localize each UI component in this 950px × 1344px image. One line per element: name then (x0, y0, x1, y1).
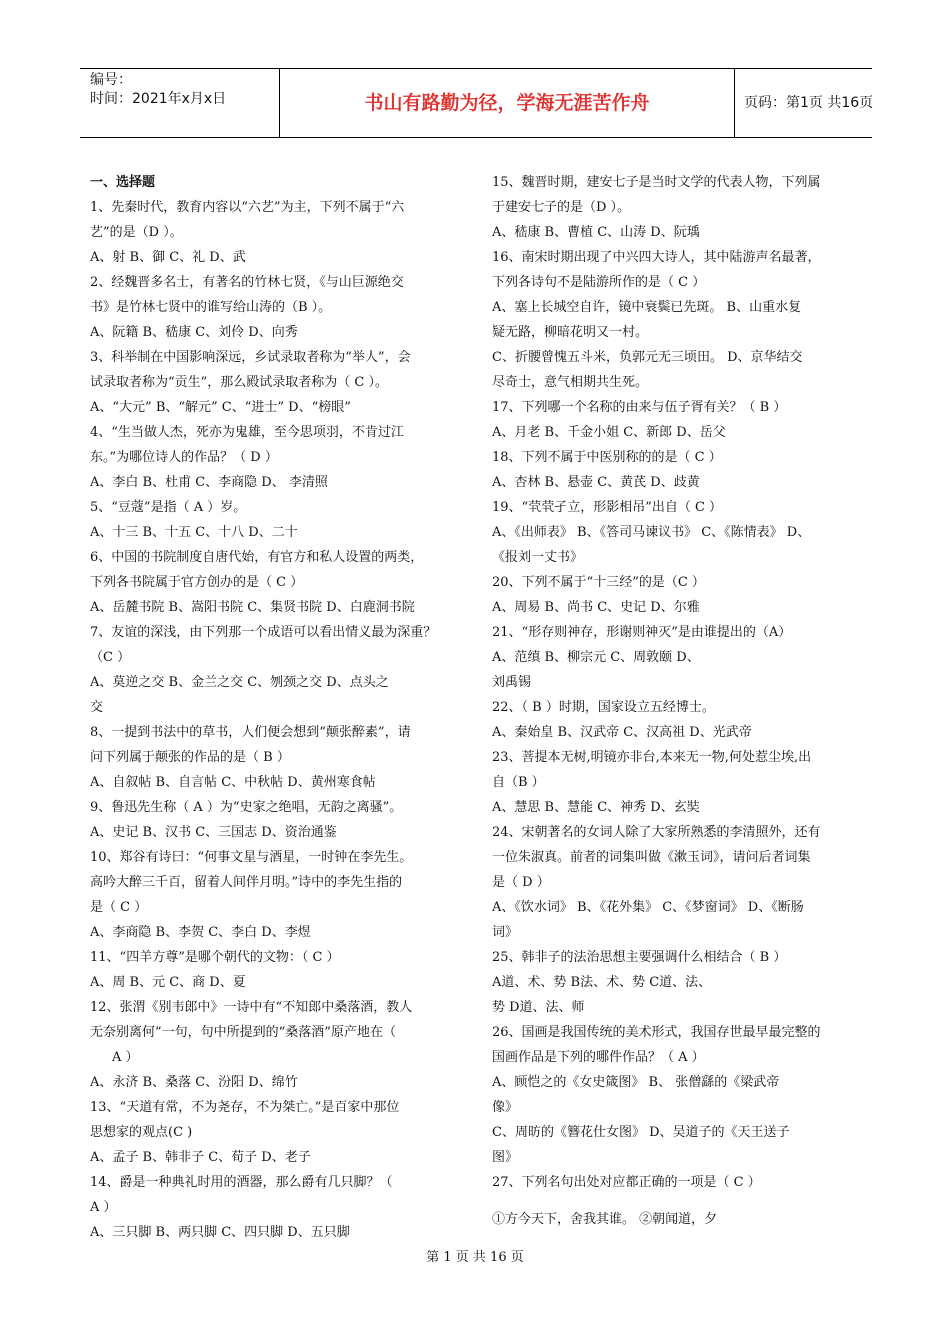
text-line: A、莫逆之交 B、金兰之交 C、刎颈之交 D、点头之 (90, 675, 389, 690)
page-footer: 第 1 页 共 16 页 (426, 1250, 524, 1265)
text-line: 一、选择题 (90, 175, 156, 190)
text-line: A、“大元” B、“解元” C、“进士” D、“榜眼” (90, 400, 351, 415)
text-line: 14、爵是一种典礼时用的酒器，那么爵有几只脚？（ (90, 1175, 393, 1190)
text-line: 问下列属于颠张的作品的是（ B ） (90, 750, 290, 765)
text-line: 24、宋朝著名的女词人除了大家所熟悉的李清照外，还有 (492, 825, 821, 840)
text-line: （C ） (90, 650, 131, 665)
text-line: 25、韩非子的法治思想主要强调什么相结合（ B ） (492, 950, 787, 965)
text-line: 6、中国的书院制度自唐代始，有官方和私人设置的两类， (90, 550, 424, 565)
text-line: 下列各书院属于官方创办的是（ C ） (90, 575, 304, 590)
text-line: A ） (112, 1050, 139, 1065)
text-line: 下列各诗句不是陆游所作的是（ C ） (492, 275, 706, 290)
text-line: ①方今天下，舍我其谁。 ②朝闻道，夕 (492, 1212, 718, 1227)
text-line: 5、“豆蔻”是指（ A ）岁。 (90, 500, 247, 515)
text-line: 高吟大醉三千百，留着人间伴月明。”诗中的李先生指的 (90, 875, 403, 890)
text-line: 23、菩提本无树,明镜亦非台,本来无一物,何处惹尘埃,出 (492, 750, 812, 765)
text-line: 疑无路，柳暗花明又一村。 (492, 325, 649, 340)
text-line: 1、先秦时代，教育内容以“六艺”为主，下列不属于“六 (90, 200, 405, 215)
text-line: A、史记 B、汉书 C、三国志 D、资治通鉴 (90, 825, 337, 840)
text-line: 21、“形存则神存，形谢则神灭”是由谁提出的（A） (492, 625, 792, 640)
text-line: 19、“茕茕孑立，形影相吊”出自（ C ） (492, 500, 723, 515)
text-line: 18、下列不属于中医别称的的是（ C ） (492, 450, 722, 465)
text-line: 16、南宋时期出现了中兴四大诗人，其中陆游声名最著， (492, 250, 821, 265)
text-line: 10、郑谷有诗曰：“何事文星与酒星，一时钟在李先生。 (90, 850, 413, 865)
text-line: 势 D道、法、师 (492, 1000, 585, 1015)
text-line: A、射 B、御 C、礼 D、武 (90, 250, 246, 265)
text-line: 20、下列不属于“十三经”的是（C ） (492, 575, 705, 590)
text-line: A、永济 B、桑落 C、汾阳 D、绵竹 (90, 1075, 298, 1090)
text-line: 22、（ B ）时期，国家设立五经博士。 (492, 700, 715, 715)
text-line: A、塞上长城空自许，镜中衰鬓已先斑。 B、山重水复 (492, 300, 802, 315)
text-line: 27、下列名句出处对应都正确的一项是（ C ） (492, 1175, 761, 1190)
text-line: A、范缜 B、柳宗元 C、周敦颐 D、 (492, 650, 700, 665)
text-line: 试录取者称为“贡生”，那么殿试录取者称为（ C ）。 (90, 375, 389, 390)
text-line: 书》是竹林七贤中的谁写给山涛的（B ）。 (90, 300, 332, 315)
text-line: 17、下列哪一个名称的由来与伍子胥有关？（ B ） (492, 400, 787, 415)
text-line: C、折腰曾愧五斗米，负郭元无三顷田。 D、京华结交 (492, 350, 803, 365)
text-line: 思想家的观点(C ) (90, 1125, 193, 1140)
text-line: 12、张渭《别韦郎中》一诗中有“不知郎中桑落酒，教人 (90, 1000, 413, 1015)
text-line: 13、“天道有常，不为尧存，不为桀亡。”是百家中那位 (90, 1100, 400, 1115)
text-line: 11、“四羊方尊”是哪个朝代的文物：（ C ） (90, 950, 340, 965)
text-line: 《报刘一丈书》 (492, 550, 584, 565)
text-line: 是（ C ） (90, 900, 148, 915)
text-line: A、杏林 B、悬壶 C、黄芪 D、歧黄 (492, 475, 700, 490)
text-line: A、十三 B、十五 C、十八 D、二十 (90, 525, 298, 540)
text-line: A、孟子 B、韩非子 C、荀子 D、老子 (90, 1150, 311, 1165)
text-line: A、李白 B、杜甫 C、李商隐 D、 李清照 (90, 475, 328, 490)
text-line: 是（ D ） (492, 875, 550, 890)
text-line: A道、术、势 B法、术、势 C道、法、 (492, 975, 712, 990)
text-line: A、《饮水词》 B、《花外集》 C、《梦窗词》 D、《断肠 (492, 900, 804, 915)
text-line: 7、友谊的深浅，由下列那一个成语可以看出情义最为深重？ (90, 625, 437, 640)
text-line: 词》 (492, 925, 519, 940)
text-line: 自（B ） (492, 775, 545, 790)
header-page-info: 页码：第1页 共16页 (744, 95, 874, 111)
text-line: A、阮籍 B、嵇康 C、刘伶 D、向秀 (90, 325, 298, 340)
text-line: 尽奇士，意气相期共生死。 (492, 375, 649, 390)
text-line: 8、一提到书法中的草书，人们便会想到“颠张醉素”，请 (90, 725, 411, 740)
text-line: A、周易 B、尚书 C、史记 D、尔雅 (492, 600, 700, 615)
text-line: 3、科举制在中国影响深远，乡试录取者称为“举人”，会 (90, 350, 411, 365)
number-label: 编号： (90, 72, 132, 88)
text-line: 刘禹锡 (492, 675, 532, 690)
text-line: A、嵇康 B、曹植 C、山涛 D、阮瑀 (492, 225, 700, 240)
text-line: 东。”为哪位诗人的作品？（ D ） (90, 450, 278, 465)
text-line: A、《出师表》 B、《答司马谏议书》 C、《陈情表》 D、 (492, 525, 811, 540)
text-line: A、周 B、元 C、商 D、夏 (90, 975, 246, 990)
page-header (80, 68, 872, 138)
text-line: 2、经魏晋多名士，有著名的竹林七贤，《与山巨源绝交 (90, 275, 404, 290)
text-line: A、月老 B、千金小姐 C、新郎 D、岳父 (492, 425, 726, 440)
text-line: 交 (90, 700, 104, 715)
text-line: 15、魏晋时期，建安七子是当时文学的代表人物，下列属 (492, 175, 821, 190)
text-line: A、慧思 B、慧能 C、神秀 D、玄奘 (492, 800, 700, 815)
text-line: 26、国画是我国传统的美术形式，我国存世最早最完整的 (492, 1025, 821, 1040)
text-line: 于建安七子的是（D ）。 (492, 200, 631, 215)
text-line: A、岳麓书院 B、嵩阳书院 C、集贤书院 D、白鹿洞书院 (90, 600, 415, 615)
text-line: A、秦始皇 B、汉武帝 C、汉高祖 D、光武帝 (492, 725, 752, 740)
right-column (492, 170, 866, 1232)
header-meta (80, 69, 280, 137)
left-column (90, 170, 464, 1245)
text-line: A、三只脚 B、两只脚 C、四只脚 D、五只脚 (90, 1225, 350, 1240)
date-label: 时间：2021年x月x日 (90, 91, 227, 107)
text-line: 4、“生当做人杰，死亦为鬼雄，至今思项羽，不肯过江 (90, 425, 404, 440)
header-motto: 书山有路勤为径，学海无涯苦作舟 (280, 69, 735, 137)
text-line: 9、鲁迅先生称（ A ）为“史家之绝唱，无韵之离骚”。 (90, 800, 403, 815)
text-line: 一位朱淑真。前者的词集叫做《漱玉词》，请问后者词集 (492, 850, 811, 865)
text-line: A ） (90, 1200, 117, 1215)
text-line: 图》 (492, 1150, 519, 1165)
text-line: C、周昉的《簪花仕女图》 D、吴道子的《天王送子 (492, 1125, 790, 1140)
text-line: 国画作品是下列的哪件作品？（ A ） (492, 1050, 705, 1065)
text-line: A、自叙帖 B、自言帖 C、中秋帖 D、黄州寒食帖 (90, 775, 376, 790)
text-line: A、李商隐 B、李贺 C、李白 D、李煜 (90, 925, 311, 940)
text-line: 无奈别离何”一句，句中所提到的“桑落酒”原产地在（ (90, 1025, 396, 1040)
text-line: A、顾恺之的《女史箴图》 B、 张僧繇的《梁武帝 (492, 1075, 780, 1090)
text-line: 像》 (492, 1100, 519, 1115)
text-line: 艺”的是（D ）。 (90, 225, 183, 240)
